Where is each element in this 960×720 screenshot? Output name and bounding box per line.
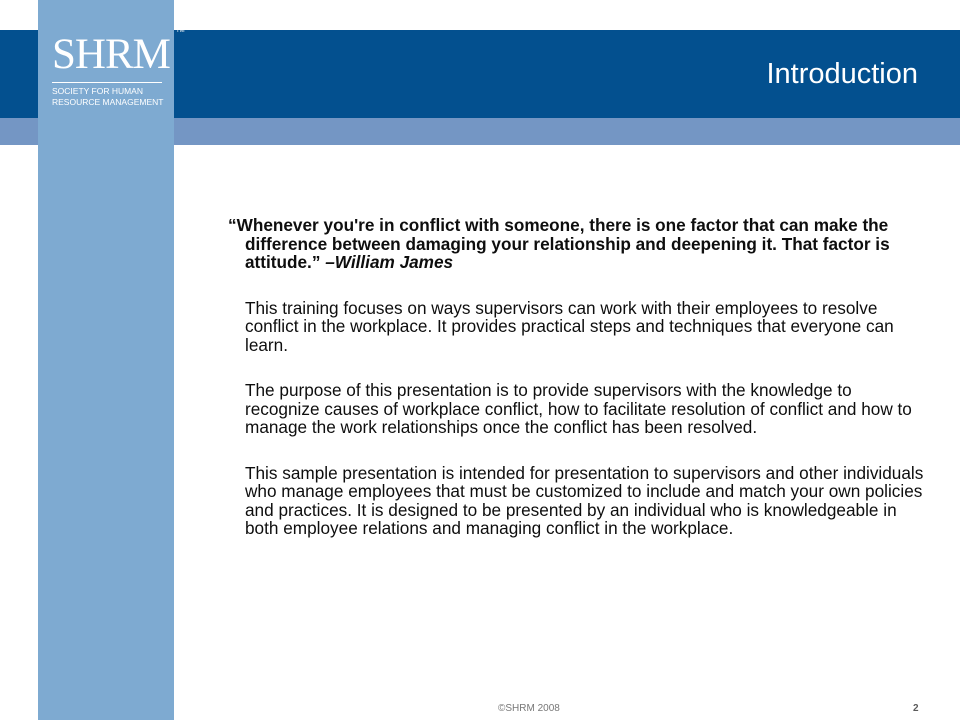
body-paragraph-training: This training focuses on ways supervisors can work with their employees to resolve conflict in the workplace. It provides practical steps and techniques that everyone can learn.	[245, 297, 894, 355]
quote-attribution: –William James	[325, 252, 454, 272]
slide-body	[206, 216, 926, 565]
logo-divider	[52, 82, 162, 83]
logo-tagline: SOCIETY FOR HUMAN RESOURCE MANAGEMENT	[52, 86, 164, 107]
footer-page-number: 2	[913, 703, 919, 714]
footer-copyright: ©SHRM 2008	[498, 703, 560, 714]
body-paragraph-purpose: The purpose of this presentation is to provide supervisors with the knowledge to recognize causes of workplace conflict, how to facilitate resolution of conflict and how to manage the work relationships once the conflict has been resolved.	[245, 380, 912, 437]
slide-title: Introduction	[766, 58, 918, 90]
quote-paragraph	[206, 216, 926, 272]
body-paragraph-sample: This sample presentation is intended for presentation to supervisors and other individuals who manage employees that must be customized to include and match your own policies and practices. It is designed to be presented by an individual who is knowledgeable in both employee relations and managing conflict in the workplace.	[245, 462, 924, 538]
logo-trademark: TM	[176, 28, 185, 34]
shrm-logo	[38, 23, 185, 119]
quote-text: “Whenever you're in conflict with someone, there is one factor that can make the difference between damaging your relationship and deepening it. That factor is attitude.”	[228, 215, 890, 272]
logo-wordmark: SHRM	[52, 31, 170, 78]
